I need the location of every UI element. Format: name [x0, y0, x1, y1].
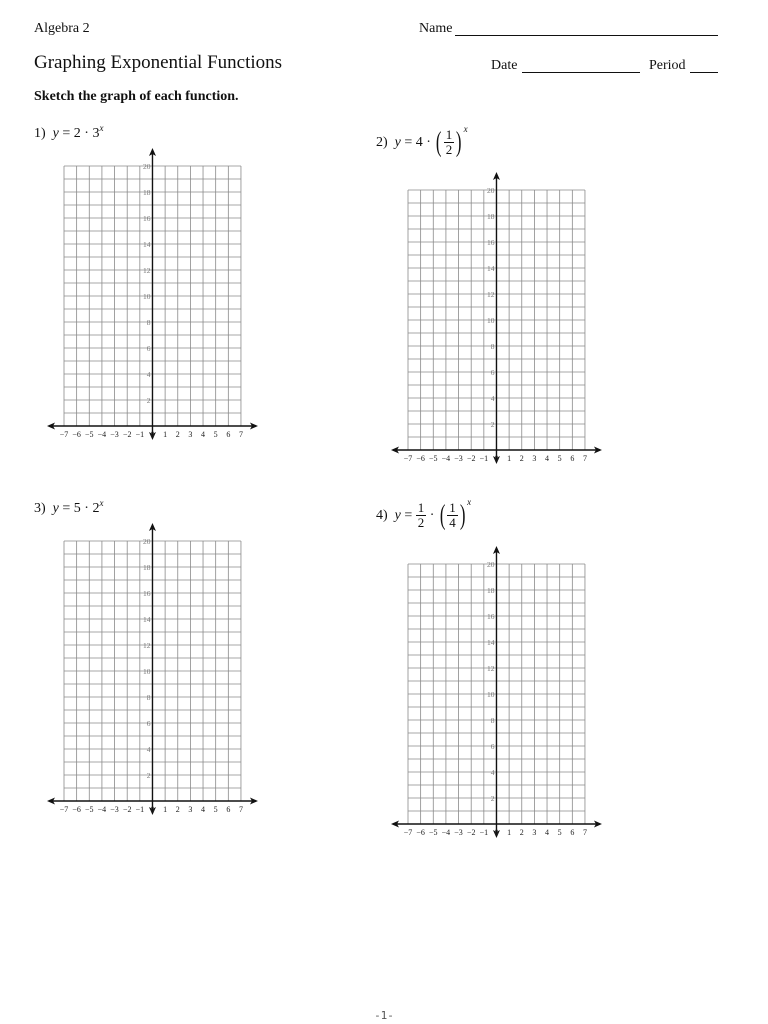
x-tick-label: 4: [545, 828, 550, 837]
y-tick-label: 6: [490, 368, 495, 377]
x-tick-label: 4: [201, 805, 206, 814]
y-tick-label: 20: [142, 162, 151, 171]
date-label: Date: [491, 58, 518, 73]
x-tick-label: −1: [135, 805, 145, 814]
y-tick-label: 12: [142, 266, 151, 275]
x-tick-label: −6: [72, 805, 81, 814]
x-tick-label: 1: [163, 805, 168, 814]
x-tick-label: 7: [582, 454, 587, 463]
x-tick-label: 2: [519, 454, 524, 463]
x-tick-label: −7: [403, 828, 413, 837]
y-tick-label: 14: [486, 638, 495, 647]
y-tick-label: 8: [490, 342, 495, 351]
problem-number: 4): [376, 508, 388, 523]
y-tick-label: 8: [490, 716, 495, 725]
x-tick-label: 0: [150, 805, 155, 814]
x-tick-label: −5: [85, 430, 94, 439]
y-tick-label: 4: [146, 370, 151, 379]
base: 2: [92, 501, 100, 516]
y-tick-label: 14: [142, 240, 151, 249]
y-tick-label: 4: [490, 394, 495, 403]
y-tick-label: 12: [142, 641, 151, 650]
equation-lhs: y: [394, 135, 401, 150]
equation-lhs: y: [52, 126, 59, 141]
y-tick-label: 2: [146, 396, 151, 405]
y-tick-label: 18: [142, 188, 151, 197]
worksheet-title: Graphing Exponential Functions: [34, 52, 283, 73]
equals-sign: =: [62, 126, 71, 141]
coefficient-fraction: $\frac{1}{2}$: [417, 500, 425, 531]
coefficient: 2: [73, 126, 81, 141]
y-tick-label: 2: [490, 794, 495, 803]
x-tick-label: −1: [479, 454, 489, 463]
base-fraction: $\frac{1}{4}$: [449, 500, 456, 531]
exponent: x: [99, 498, 104, 508]
y-tick-label: 18: [486, 586, 495, 595]
y-tick-label: 8: [146, 318, 151, 327]
x-tick-label: 6: [226, 430, 231, 439]
x-tick-label: −3: [454, 828, 463, 837]
equals-sign: =: [62, 501, 71, 516]
dot-operator: ·: [84, 501, 89, 516]
exponent: x: [99, 123, 104, 133]
x-tick-label: −1: [135, 430, 145, 439]
right-paren: ): [456, 126, 462, 158]
y-tick-label: 14: [142, 615, 151, 624]
y-tick-label: 2: [490, 420, 495, 429]
left-paren: (: [436, 126, 442, 158]
base-fraction: $\frac{1}{2}$: [445, 127, 453, 158]
x-tick-label: 0: [150, 430, 155, 439]
x-tick-label: −6: [416, 454, 425, 463]
equals-sign: =: [404, 508, 413, 523]
x-tick-label: −7: [59, 430, 69, 439]
x-tick-label: −4: [97, 430, 107, 439]
exponent: x: [467, 497, 472, 507]
y-tick-label: 20: [142, 537, 151, 546]
x-tick-label: 5: [213, 430, 218, 439]
x-tick-label: −5: [429, 454, 438, 463]
y-tick-label: 20: [486, 186, 495, 195]
y-tick-label: 18: [486, 212, 495, 221]
exponent: x: [463, 124, 468, 134]
x-tick-label: 0: [494, 828, 499, 837]
x-tick-label: 5: [557, 828, 562, 837]
course-name: Algebra 2: [34, 21, 90, 36]
x-tick-label: 4: [545, 454, 550, 463]
x-tick-label: 7: [238, 430, 243, 439]
x-tick-label: 7: [238, 805, 243, 814]
x-tick-label: −1: [479, 828, 489, 837]
x-tick-label: 6: [226, 805, 231, 814]
base: 3: [92, 126, 100, 141]
equals-sign: =: [404, 135, 413, 150]
y-tick-label: 16: [142, 589, 151, 598]
y-tick-label: 16: [486, 612, 495, 621]
y-tick-label: 2: [146, 771, 151, 780]
x-tick-label: −5: [429, 828, 438, 837]
y-tick-label: 12: [486, 290, 495, 299]
x-tick-label: −2: [466, 828, 476, 837]
x-tick-label: 1: [163, 430, 168, 439]
x-tick-label: −7: [59, 805, 69, 814]
x-tick-label: −4: [441, 828, 451, 837]
coefficient: 4: [415, 135, 423, 150]
x-tick-label: 3: [532, 828, 537, 837]
coefficient: 5: [73, 501, 81, 516]
y-tick-label: 16: [486, 238, 495, 247]
x-tick-label: 3: [532, 454, 537, 463]
y-tick-label: 12: [486, 664, 495, 673]
x-tick-label: 3: [188, 430, 193, 439]
x-tick-label: −3: [110, 430, 119, 439]
y-tick-label: 20: [486, 560, 495, 569]
dot-operator: ·: [429, 508, 435, 523]
x-tick-label: 7: [582, 828, 587, 837]
x-tick-label: 0: [494, 454, 499, 463]
left-paren: (: [439, 499, 446, 531]
instructions: Sketch the graph of each function.: [34, 89, 239, 104]
x-tick-label: 2: [519, 828, 524, 837]
y-tick-label: 6: [146, 344, 151, 353]
x-tick-label: 2: [175, 805, 180, 814]
x-tick-label: −4: [441, 454, 451, 463]
page-number: -1-: [374, 1009, 394, 1022]
problem-number: 3): [34, 501, 46, 516]
y-tick-label: 10: [142, 292, 151, 301]
x-tick-label: −2: [122, 805, 132, 814]
dot-operator: ·: [84, 126, 89, 141]
problem-number: 2): [376, 135, 388, 150]
y-tick-label: 10: [486, 316, 495, 325]
name-label: Name: [419, 21, 453, 36]
right-paren: ): [459, 499, 466, 531]
y-tick-label: 4: [146, 745, 151, 754]
period-label: Period: [649, 58, 686, 73]
x-tick-label: −3: [110, 805, 119, 814]
x-tick-label: 3: [188, 805, 193, 814]
x-tick-label: 2: [175, 430, 180, 439]
x-tick-label: 5: [557, 454, 562, 463]
dot-operator: ·: [426, 135, 431, 150]
equation-lhs: y: [52, 501, 59, 516]
y-tick-label: 10: [142, 667, 151, 676]
x-tick-label: 1: [507, 828, 512, 837]
y-tick-label: 4: [490, 768, 495, 777]
y-tick-label: 14: [486, 264, 495, 273]
y-tick-label: 10: [486, 690, 495, 699]
x-tick-label: 1: [507, 454, 512, 463]
y-tick-label: 6: [146, 719, 151, 728]
x-tick-label: 6: [570, 454, 575, 463]
x-tick-label: 4: [201, 430, 206, 439]
x-tick-label: −4: [97, 805, 107, 814]
x-tick-label: −2: [466, 454, 476, 463]
equation-lhs: y: [394, 508, 401, 523]
y-tick-label: 8: [146, 693, 151, 702]
y-tick-label: 6: [490, 742, 495, 751]
x-tick-label: 6: [570, 828, 575, 837]
y-tick-label: 16: [142, 214, 151, 223]
x-tick-label: 5: [213, 805, 218, 814]
problem-number: 1): [34, 126, 46, 141]
x-tick-label: −7: [403, 454, 413, 463]
x-tick-label: −3: [454, 454, 463, 463]
x-tick-label: −6: [72, 430, 81, 439]
x-tick-label: −5: [85, 805, 94, 814]
x-tick-label: −2: [122, 430, 132, 439]
y-tick-label: 18: [142, 563, 151, 572]
x-tick-label: −6: [416, 828, 425, 837]
